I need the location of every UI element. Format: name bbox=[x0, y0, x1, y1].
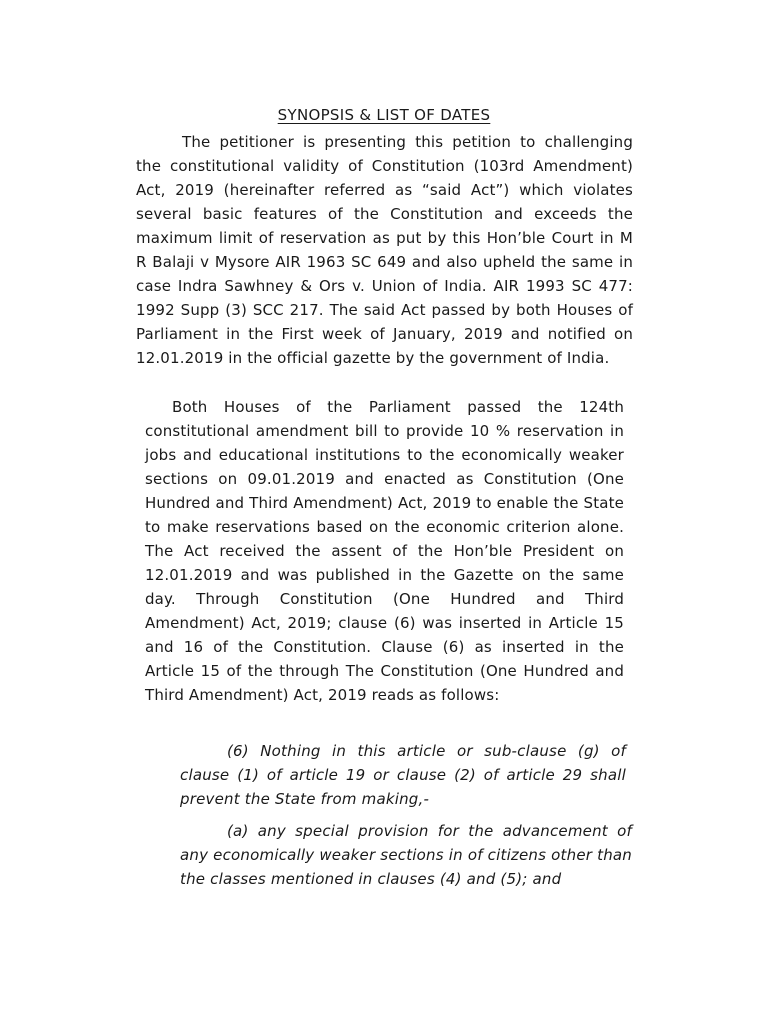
paragraph-amendment-details: Both Houses of the Parliament passed the 124th constitutional amendment bill to provide 10 % reservation in jobs and educational institutions to the economically weaker sections on 09.01.2019 and enacted as Constitution (One Hundred and Third Amendment) Act, 2019 to enable the State to make reservations based on the economic criterion alone. The Act received the assent of the Hon’ble President on 12.01.2019 and was published in the Gazette on the same day. Through Constitution (One Hundred and Third Amendment) Act, 2019; clause (6) was inserted in Article 15 and 16 of the Constitution. Clause (6) as inserted in the Article 15 of the through The Constitution (One Hundred and Third Amendment) Act, 2019 reads as follows: bbox=[145, 398, 624, 704]
document-title: SYNOPSIS & LIST OF DATES bbox=[277, 106, 491, 124]
quoted-subclause-a: (a) any special provision for the advancement of any economically weaker sections in of citizens other than the classes mentioned in clauses (4) and (5); and bbox=[180, 822, 632, 888]
quoted-clause-6: (6) Nothing in this article or sub-clause (g) of clause (1) of article 19 or clause (2) of article 29 shall prevent the State from making,- bbox=[180, 742, 626, 808]
paragraph-petition-intro: The petitioner is presenting this petition to challenging the constitutional validity of Constitution (103rd Amendment) Act, 2019 (hereinafter referred as “said Act”) which violates several basic features of the Constitution and exceeds the maximum limit of reservation as put by this Hon’ble Court in M R Balaji v Mysore AIR 1963 SC 649 and also upheld the same in case Indra Sawhney & Ors v. Union of India. AIR 1993 SC 477: 1992 Supp (3) SCC 217. The said Act passed by both Houses of Parliament in the First week of January, 2019 and notified on 12.01.2019 in the official gazette by the government of India. bbox=[136, 133, 633, 367]
